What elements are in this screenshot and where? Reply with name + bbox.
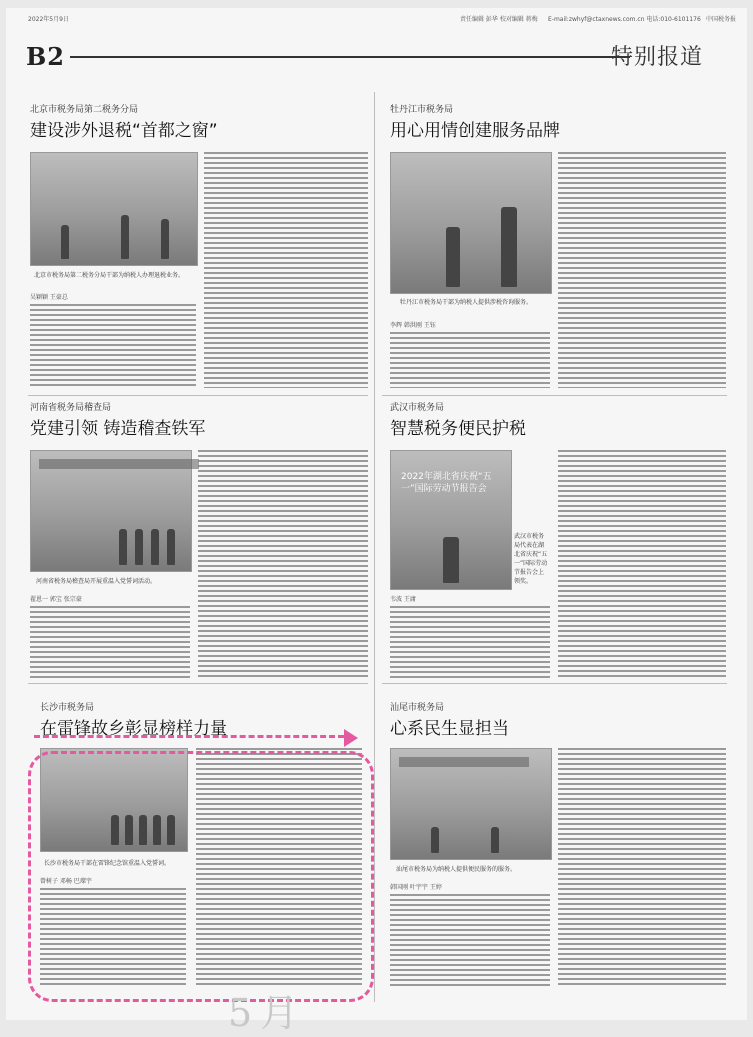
article-photo xyxy=(390,152,552,294)
article-photo xyxy=(30,450,192,572)
article-body xyxy=(390,606,550,678)
article-headline[interactable]: 在雷锋故乡彰显榜样力量 xyxy=(40,719,227,739)
article-body-col2 xyxy=(198,450,368,678)
article-body-col2 xyxy=(558,450,726,678)
header-rule xyxy=(70,56,630,58)
publication-name: 中国税务报 xyxy=(705,16,736,23)
article-headline[interactable]: 党建引领 铸造稽查铁军 xyxy=(30,419,206,439)
article-body-col2 xyxy=(558,152,726,388)
article-body xyxy=(30,606,190,678)
article-kicker: 长沙市税务局 xyxy=(40,703,95,713)
column-divider xyxy=(374,92,375,1002)
row-divider-right-2 xyxy=(382,683,727,684)
article-byline: 吴颖颖 王豪总 xyxy=(30,294,68,301)
article-kicker: 牡丹江市税务局 xyxy=(390,105,454,115)
page-number: B2 xyxy=(26,42,65,71)
article-body-col2 xyxy=(558,748,726,986)
editor-credits: 责任编辑 彭华 校对编辑 蒋梅 xyxy=(460,16,538,23)
decorative-brush-text: 5月 xyxy=(228,991,307,1035)
row-divider-left-1 xyxy=(28,395,368,396)
article-headline[interactable]: 心系民生显担当 xyxy=(390,719,509,739)
article-headline[interactable]: 用心用情创建服务品牌 xyxy=(390,121,560,141)
article-kicker: 河南省税务局稽查局 xyxy=(30,403,112,413)
photo-caption: 河南省税务局稽查局开展重温入党誓词活动。 xyxy=(36,578,157,585)
photo-caption: 长沙市税务局干部在雷锋纪念馆重温入党誓词。 xyxy=(44,860,171,867)
article-body xyxy=(390,894,550,986)
photo-caption: 汕尾市税务局为纳税人提供便民服务的服务。 xyxy=(396,866,517,873)
article-photo xyxy=(30,152,198,266)
arrow-head-icon xyxy=(344,729,358,747)
article-body-col2 xyxy=(204,152,368,388)
article-kicker: 汕尾市税务局 xyxy=(390,703,445,713)
row-divider-right-1 xyxy=(382,395,727,396)
highlight-box xyxy=(28,751,374,1002)
article-byline: 曾树子 邓畅 巴璨宇 xyxy=(40,878,92,885)
article-byline: 李辉 韩洪刚 王钰 xyxy=(390,322,436,329)
issue-date: 2022年5月9日 xyxy=(28,16,69,23)
photo-caption: 北京市税务局第二税务分局干部为纳税人办理退税业务。 xyxy=(34,272,185,279)
article-byline: 翟恩一 郭宝 张宗豪 xyxy=(30,596,82,603)
row-divider-left-2 xyxy=(28,683,368,684)
article-byline: 韩国刚 叶宇宇 王婷 xyxy=(390,884,442,891)
article-headline[interactable]: 智慧税务便民护税 xyxy=(390,419,526,439)
highlight-arrow xyxy=(34,735,344,738)
section-title: 特别报道 xyxy=(611,45,704,70)
article-photo xyxy=(390,748,552,860)
article-photo xyxy=(390,450,512,590)
article-body xyxy=(390,332,550,388)
article-byline: 韦波 王庸 xyxy=(390,596,416,603)
article-kicker: 北京市税务局第二税务分局 xyxy=(30,105,139,115)
photo-caption: 武汉市税务局代表在湖北省庆祝“五一”国际劳动节报告会上领奖。 xyxy=(514,533,548,585)
contact-info: E-mail:zwhyf@ctaxnews.com.cn 电话:010-6101176 xyxy=(548,16,701,23)
article-body xyxy=(30,304,196,389)
article-kicker: 武汉市税务局 xyxy=(390,403,445,413)
photo-banner-text: 2022年湖北省庆祝“五一”国际劳动节报告会 xyxy=(401,472,492,494)
article-headline[interactable]: 建设涉外退税“首都之窗” xyxy=(30,121,218,141)
photo-caption: 牡丹江市税务局干部为纳税人提供涉税咨询服务。 xyxy=(400,299,533,306)
